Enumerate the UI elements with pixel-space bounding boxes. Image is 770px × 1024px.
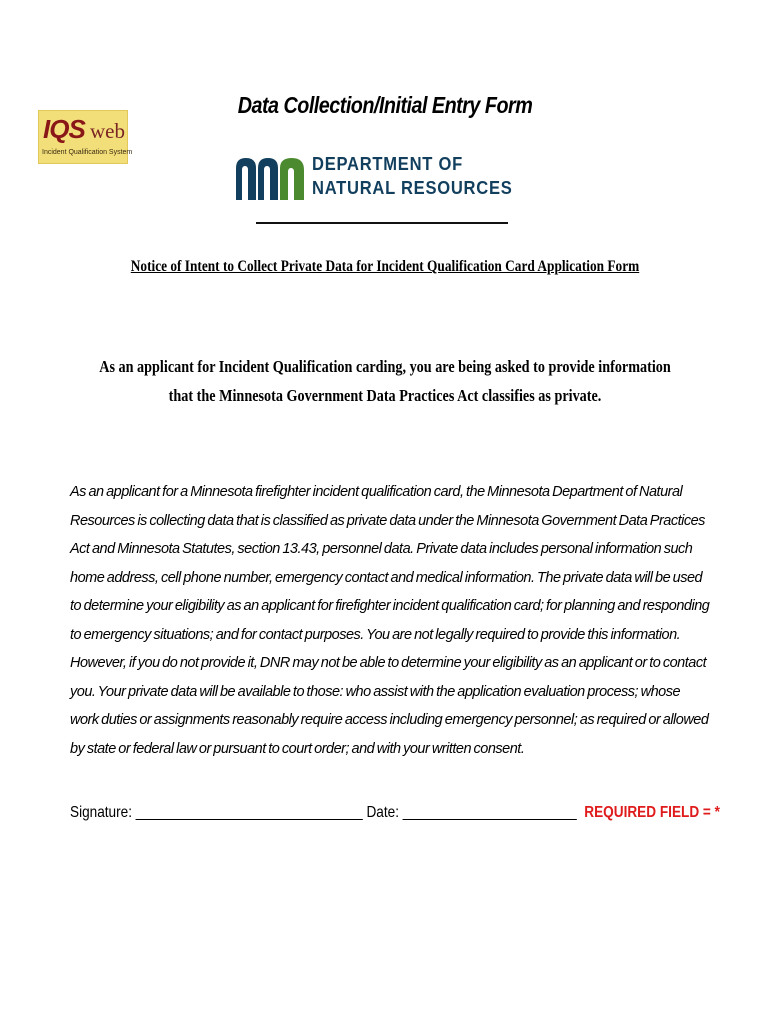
dnr-logo-line2: NATURAL RESOURCES xyxy=(312,178,513,198)
date-line[interactable]: _______________________ xyxy=(402,804,577,821)
iqs-logo-mark: IQS xyxy=(43,114,85,144)
dnr-logo xyxy=(232,146,512,210)
date-label: Date: xyxy=(362,804,403,821)
iqs-logo-subtitle: Incident Qualification System xyxy=(42,149,133,156)
notice-body: As an applicant for a Minnesota firefighter incident qualification card, the Minnesota Department of Natural Resources is collecting data that is classified as private data under the Minnesota Government Data Practices Act and Minnesota Statutes, section 13.43, personnel data. Private data includes personal information such home address, cell phone number, emergency contact and medical information. The private data will be used to determine your eligibility as an applicant for firefighter incident qualification card; for planning and responding to emergency situations; and for contact purposes. You are not legally required to provide this information. However, if you do not provide it, DNR may not be able to determine your eligibility as an applicant or to contact you. Your private data will be available to those: who assist with the application evaluation process; whose work duties or assignments reasonably require access including emergency personnel; as required or allowed by state or federal law or pursuant to court order; and with your written consent. xyxy=(70,484,710,757)
logo-divider xyxy=(256,222,508,224)
signature-row xyxy=(70,804,720,822)
notice-intro: As an applicant for Incident Qualification carding, you are being asked to provide information that the Minnesota Government Data Practices Act classifies as private. xyxy=(99,357,671,405)
notice-title: Notice of Intent to Collect Private Data for Incident Qualification Card Application Form xyxy=(130,258,640,275)
mn-logo-mark-icon xyxy=(234,154,308,204)
iqs-logo-web-text: web xyxy=(90,119,125,143)
required-field-note: REQUIRED FIELD = * xyxy=(584,804,720,821)
signature-label: Signature: xyxy=(70,804,136,821)
dnr-logo-line1: DEPARTMENT OF xyxy=(312,154,463,174)
form-title: Data Collection/Initial Entry Form xyxy=(237,92,533,118)
signature-line[interactable]: ______________________________ xyxy=(135,804,363,821)
